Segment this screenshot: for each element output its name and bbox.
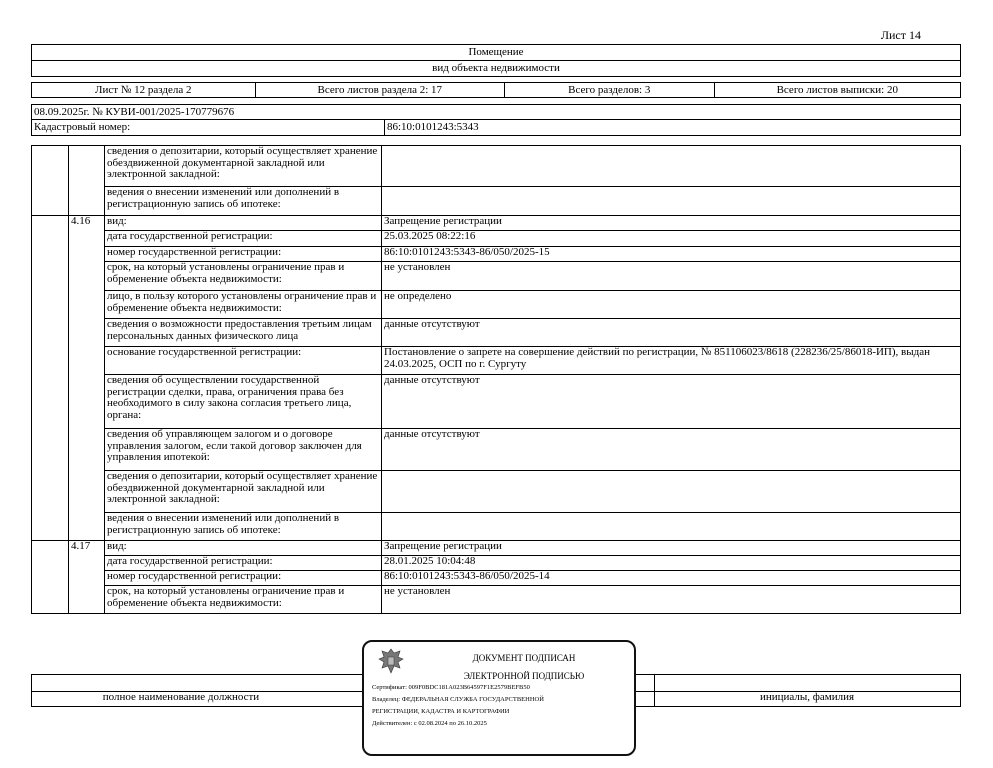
row-spacer bbox=[32, 187, 69, 216]
object-type: Помещение bbox=[31, 44, 961, 61]
row-number bbox=[69, 146, 105, 187]
row-spacer bbox=[32, 216, 69, 231]
row-label: основание государственной регистрации: bbox=[105, 347, 382, 375]
row-label: ведения о внесении изменений или дополнений в регистрационную запись об ипотеке: bbox=[105, 187, 382, 216]
object-type-caption: вид объекта недвижимости bbox=[31, 61, 961, 77]
row-label: дата государственной регистрации: bbox=[105, 556, 382, 571]
row-value: данные отсутствуют bbox=[382, 319, 961, 347]
cadastral-row bbox=[31, 120, 961, 136]
table-row bbox=[32, 216, 961, 231]
document-number-row bbox=[31, 104, 961, 120]
row-value: 25.03.2025 08:22:16 bbox=[382, 231, 961, 247]
table-row bbox=[32, 187, 961, 216]
row-label: номер государственной регистрации: bbox=[105, 247, 382, 262]
table-row bbox=[32, 513, 961, 541]
row-number: 4.17 bbox=[69, 541, 105, 556]
row-label: сведения о депозитарии, который осуществляет хранение обездвиженной документарной закладной или электронной закладной: bbox=[105, 471, 382, 513]
row-label: сведения об управляющем залогом и о договоре управления залогом, если такой договор заключен для управления ипотекой: bbox=[105, 429, 382, 471]
row-value: 28.01.2025 10:04:48 bbox=[382, 556, 961, 571]
row-value: данные отсутствуют bbox=[382, 429, 961, 471]
stamp-owner-1: Владелец: ФЕДЕРАЛЬНАЯ СЛУЖБА ГОСУДАРСТВЕННОЙ bbox=[372, 696, 544, 703]
row-spacer bbox=[32, 291, 69, 319]
row-value bbox=[382, 146, 961, 187]
row-spacer bbox=[32, 262, 69, 291]
row-label: сведения об осуществлении государственной регистрации сделки, права, ограничения права без необходимого в силу закона согласия третьего лица, органа: bbox=[105, 375, 382, 429]
row-number bbox=[69, 571, 105, 586]
row-number bbox=[69, 247, 105, 262]
row-value bbox=[382, 513, 961, 541]
row-label: срок, на который установлены ограничение прав и обременение объекта недвижимости: bbox=[105, 262, 382, 291]
table-row bbox=[32, 375, 961, 429]
eagle-emblem-icon bbox=[376, 646, 406, 676]
row-spacer bbox=[32, 319, 69, 347]
row-number bbox=[69, 471, 105, 513]
table-row bbox=[32, 291, 961, 319]
row-number bbox=[69, 375, 105, 429]
stamp-owner-2: РЕГИСТРАЦИИ, КАДАСТРА И КАРТОГРАФИИ bbox=[372, 708, 510, 715]
row-label: сведения о возможности предоставления третьим лицам персональных данных физического лица bbox=[105, 319, 382, 347]
row-value: Постановление о запрете на совершение действий по регистрации, № 851106023/8618 (228236/25/86018-ИП), выдан 24.03.2025, ОСП по г. Сургуту bbox=[382, 347, 961, 375]
row-label: вид: bbox=[105, 216, 382, 231]
section-sheet: Лист № 12 раздела 2 bbox=[32, 83, 256, 97]
row-spacer bbox=[32, 513, 69, 541]
table-row bbox=[32, 571, 961, 586]
row-number bbox=[69, 586, 105, 614]
row-value bbox=[382, 187, 961, 216]
cadastral-label: Кадастровый номер: bbox=[32, 120, 385, 135]
stamp-valid: Действителен: с 02.08.2024 по 26.10.2025 bbox=[372, 720, 487, 727]
document-number: 08.09.2025г. № КУВИ-001/2025-170779676 bbox=[34, 106, 235, 118]
row-number bbox=[69, 347, 105, 375]
section-info-row bbox=[31, 82, 961, 98]
encumbrance-table bbox=[31, 145, 961, 614]
name-caption: инициалы, фамилия bbox=[759, 691, 855, 703]
row-label: срок, на который установлены ограничение прав и обременение объекта недвижимости: bbox=[105, 586, 382, 614]
row-spacer bbox=[32, 471, 69, 513]
row-value: не установлен bbox=[382, 586, 961, 614]
table-row bbox=[32, 556, 961, 571]
row-number bbox=[69, 231, 105, 247]
row-label: номер государственной регистрации: bbox=[105, 571, 382, 586]
stamp-subtitle: ЭЛЕКТРОННОЙ ПОДПИСЬЮ bbox=[463, 671, 585, 681]
row-label: ведения о внесении изменений или дополнений в регистрационную запись об ипотеке: bbox=[105, 513, 382, 541]
row-number bbox=[69, 187, 105, 216]
row-number: 4.16 bbox=[69, 216, 105, 231]
row-value: не установлен bbox=[382, 262, 961, 291]
row-spacer bbox=[32, 231, 69, 247]
row-value bbox=[382, 471, 961, 513]
stamp-title: ДОКУМЕНТ ПОДПИСАН bbox=[472, 653, 576, 663]
row-spacer bbox=[32, 556, 69, 571]
row-spacer bbox=[32, 571, 69, 586]
row-number bbox=[69, 556, 105, 571]
row-spacer bbox=[32, 586, 69, 614]
row-value: не определено bbox=[382, 291, 961, 319]
table-row bbox=[32, 586, 961, 614]
row-label: лицо, в пользу которого установлены ограничение прав и обременение объекта недвижимости: bbox=[105, 291, 382, 319]
row-value: данные отсутствуют bbox=[382, 375, 961, 429]
section-total-sheets: Всего листов раздела 2: 17 bbox=[256, 83, 505, 97]
table-row bbox=[32, 262, 961, 291]
table-row bbox=[32, 319, 961, 347]
row-number bbox=[69, 513, 105, 541]
row-label: вид: bbox=[105, 541, 382, 556]
table-row bbox=[32, 247, 961, 262]
table-row bbox=[32, 541, 961, 556]
row-number bbox=[69, 319, 105, 347]
row-spacer bbox=[32, 347, 69, 375]
electronic-signature-stamp bbox=[362, 640, 636, 756]
total-extract-sheets: Всего листов выписки: 20 bbox=[776, 84, 898, 96]
row-number bbox=[69, 291, 105, 319]
row-number bbox=[69, 429, 105, 471]
row-label: дата государственной регистрации: bbox=[105, 231, 382, 247]
table-row bbox=[32, 347, 961, 375]
table-row bbox=[32, 471, 961, 513]
position-caption: полное наименование должности bbox=[102, 691, 260, 703]
row-spacer bbox=[32, 247, 69, 262]
row-spacer bbox=[32, 146, 69, 187]
total-sections: Всего разделов: 3 bbox=[505, 83, 715, 97]
stamp-certificate: Сертификат: 009F0BDC181A023B64597F1E2579BEFB50 bbox=[372, 684, 530, 691]
row-label: сведения о депозитарии, который осуществляет хранение обездвиженной документарной закладной или электронной закладной: bbox=[105, 146, 382, 187]
cadastral-value: 86:10:0101243:5343 bbox=[387, 121, 479, 133]
table-row bbox=[32, 146, 961, 187]
row-value: 86:10:0101243:5343-86/050/2025-14 bbox=[382, 571, 961, 586]
sheet-number: Лист 14 bbox=[880, 28, 921, 42]
row-spacer bbox=[32, 375, 69, 429]
row-value: Запрещение регистрации bbox=[382, 541, 961, 556]
row-value: 86:10:0101243:5343-86/050/2025-15 bbox=[382, 247, 961, 262]
row-spacer bbox=[32, 541, 69, 556]
row-spacer bbox=[32, 429, 69, 471]
row-value: Запрещение регистрации bbox=[382, 216, 961, 231]
table-row bbox=[32, 429, 961, 471]
table-row bbox=[32, 231, 961, 247]
row-number bbox=[69, 262, 105, 291]
